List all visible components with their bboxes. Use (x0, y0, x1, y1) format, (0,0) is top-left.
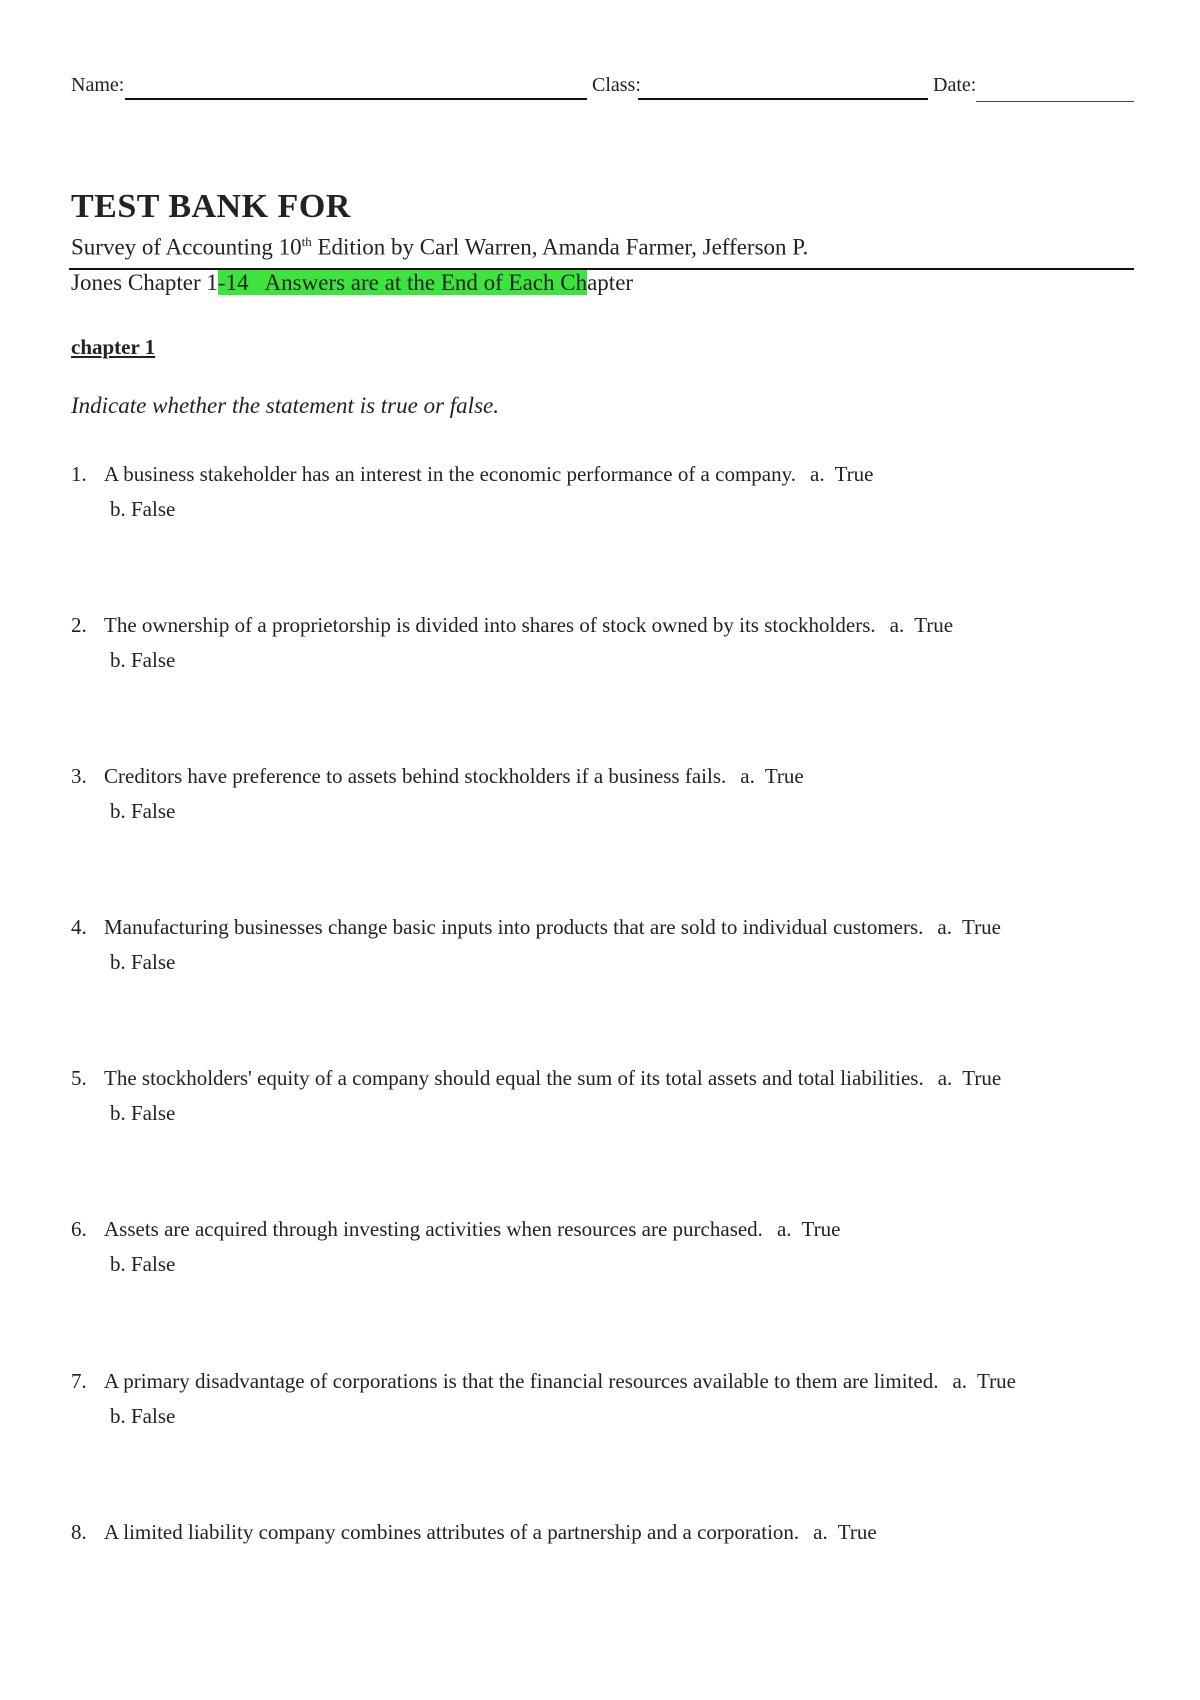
question-2 (71, 613, 1131, 673)
option-a[interactable] (952, 1369, 1015, 1393)
question-text: A business stakeholder has an interest in the economic performance of a company. (104, 462, 796, 486)
question-4 (71, 915, 1131, 975)
name-field[interactable] (125, 98, 587, 100)
subtitle-line-1 (71, 234, 808, 261)
question-5 (71, 1066, 1131, 1126)
question-text: A primary disadvantage of corporations is that the financial resources available to them are limited. (104, 1369, 939, 1393)
subtitle-text: Survey of Accounting 10 (71, 234, 302, 260)
question-8 (71, 1520, 1131, 1545)
option-a-text: True (977, 1369, 1016, 1393)
class-field[interactable] (638, 98, 928, 100)
option-a-text: True (801, 1217, 841, 1241)
option-a-text: True (834, 462, 874, 486)
question-number: 1. (71, 462, 87, 486)
question-6 (71, 1217, 1131, 1277)
option-a[interactable] (890, 613, 953, 637)
option-a-letter: a. (776, 1217, 792, 1241)
option-a-letter: a. (952, 1369, 968, 1393)
option-a-letter: a. (813, 1520, 828, 1544)
option-a[interactable] (777, 1217, 840, 1241)
option-a[interactable] (937, 915, 1000, 939)
option-b[interactable]: b. False (110, 497, 176, 521)
question-3 (71, 764, 1131, 824)
option-a-text: True (962, 1066, 1002, 1090)
question-number: 3. (71, 764, 87, 788)
option-b[interactable]: b. False (110, 799, 176, 823)
subtitle-line-2 (71, 270, 633, 296)
subtitle-text-rest: Edition by Carl Warren, Amanda Farmer, Jefferson P. (311, 234, 809, 260)
class-label: Class: (592, 74, 641, 96)
option-b[interactable]: b. False (110, 648, 176, 672)
subtitle2-text-rest: apter (587, 270, 634, 295)
option-a[interactable] (813, 1520, 876, 1544)
question-text: Assets are acquired through investing activities when resources are purchased. (104, 1217, 763, 1241)
option-a-text: True (837, 1520, 877, 1544)
option-a-text: True (914, 613, 954, 637)
question-1 (71, 462, 1131, 522)
option-a-letter: a. (740, 764, 755, 788)
option-a-letter: a. (937, 915, 952, 939)
question-7 (71, 1369, 1131, 1429)
date-field[interactable] (976, 101, 1134, 102)
option-a-letter: a. (810, 462, 825, 486)
question-text: Manufacturing businesses change basic inputs into products that are sold to individual customers. (104, 915, 924, 939)
option-a-letter: a. (937, 1066, 953, 1090)
question-number: 5. (71, 1066, 87, 1090)
option-b[interactable]: b. False (110, 1404, 176, 1428)
header-fields (71, 70, 1134, 104)
document-title: TEST BANK FOR (71, 188, 351, 225)
instructions: Indicate whether the statement is true or false. (71, 393, 499, 418)
question-text: A limited liability company combines attributes of a partnership and a corporation. (104, 1520, 800, 1544)
subtitle2-text: Jones Chapter 1 (71, 270, 218, 295)
chapter-heading: chapter 1 (71, 335, 156, 359)
question-number: 7. (71, 1369, 87, 1393)
option-a[interactable] (810, 462, 873, 486)
subtitle-superscript: th (301, 234, 312, 249)
highlighted-text: -14 Answers are at the End of Each Ch (217, 270, 588, 295)
option-a-letter: a. (889, 613, 905, 637)
date-label: Date: (933, 74, 977, 96)
question-text: The stockholders' equity of a company should equal the sum of its total assets and total liabilities. (104, 1066, 924, 1090)
option-a[interactable] (740, 764, 803, 788)
option-a-text: True (764, 764, 804, 788)
question-number: 2. (71, 613, 87, 637)
option-a[interactable] (938, 1066, 1001, 1090)
option-b[interactable]: b. False (110, 1252, 176, 1276)
question-number: 8. (71, 1520, 87, 1544)
question-number: 6. (71, 1217, 87, 1241)
option-a-text: True (962, 915, 1001, 939)
option-b[interactable]: b. False (110, 1101, 176, 1125)
question-number: 4. (71, 915, 87, 939)
question-text: The ownership of a proprietorship is divided into shares of stock owned by its stockholders. (104, 613, 876, 637)
option-b[interactable]: b. False (110, 950, 176, 974)
question-text: Creditors have preference to assets behind stockholders if a business fails. (104, 764, 727, 788)
name-label: Name: (71, 74, 125, 96)
